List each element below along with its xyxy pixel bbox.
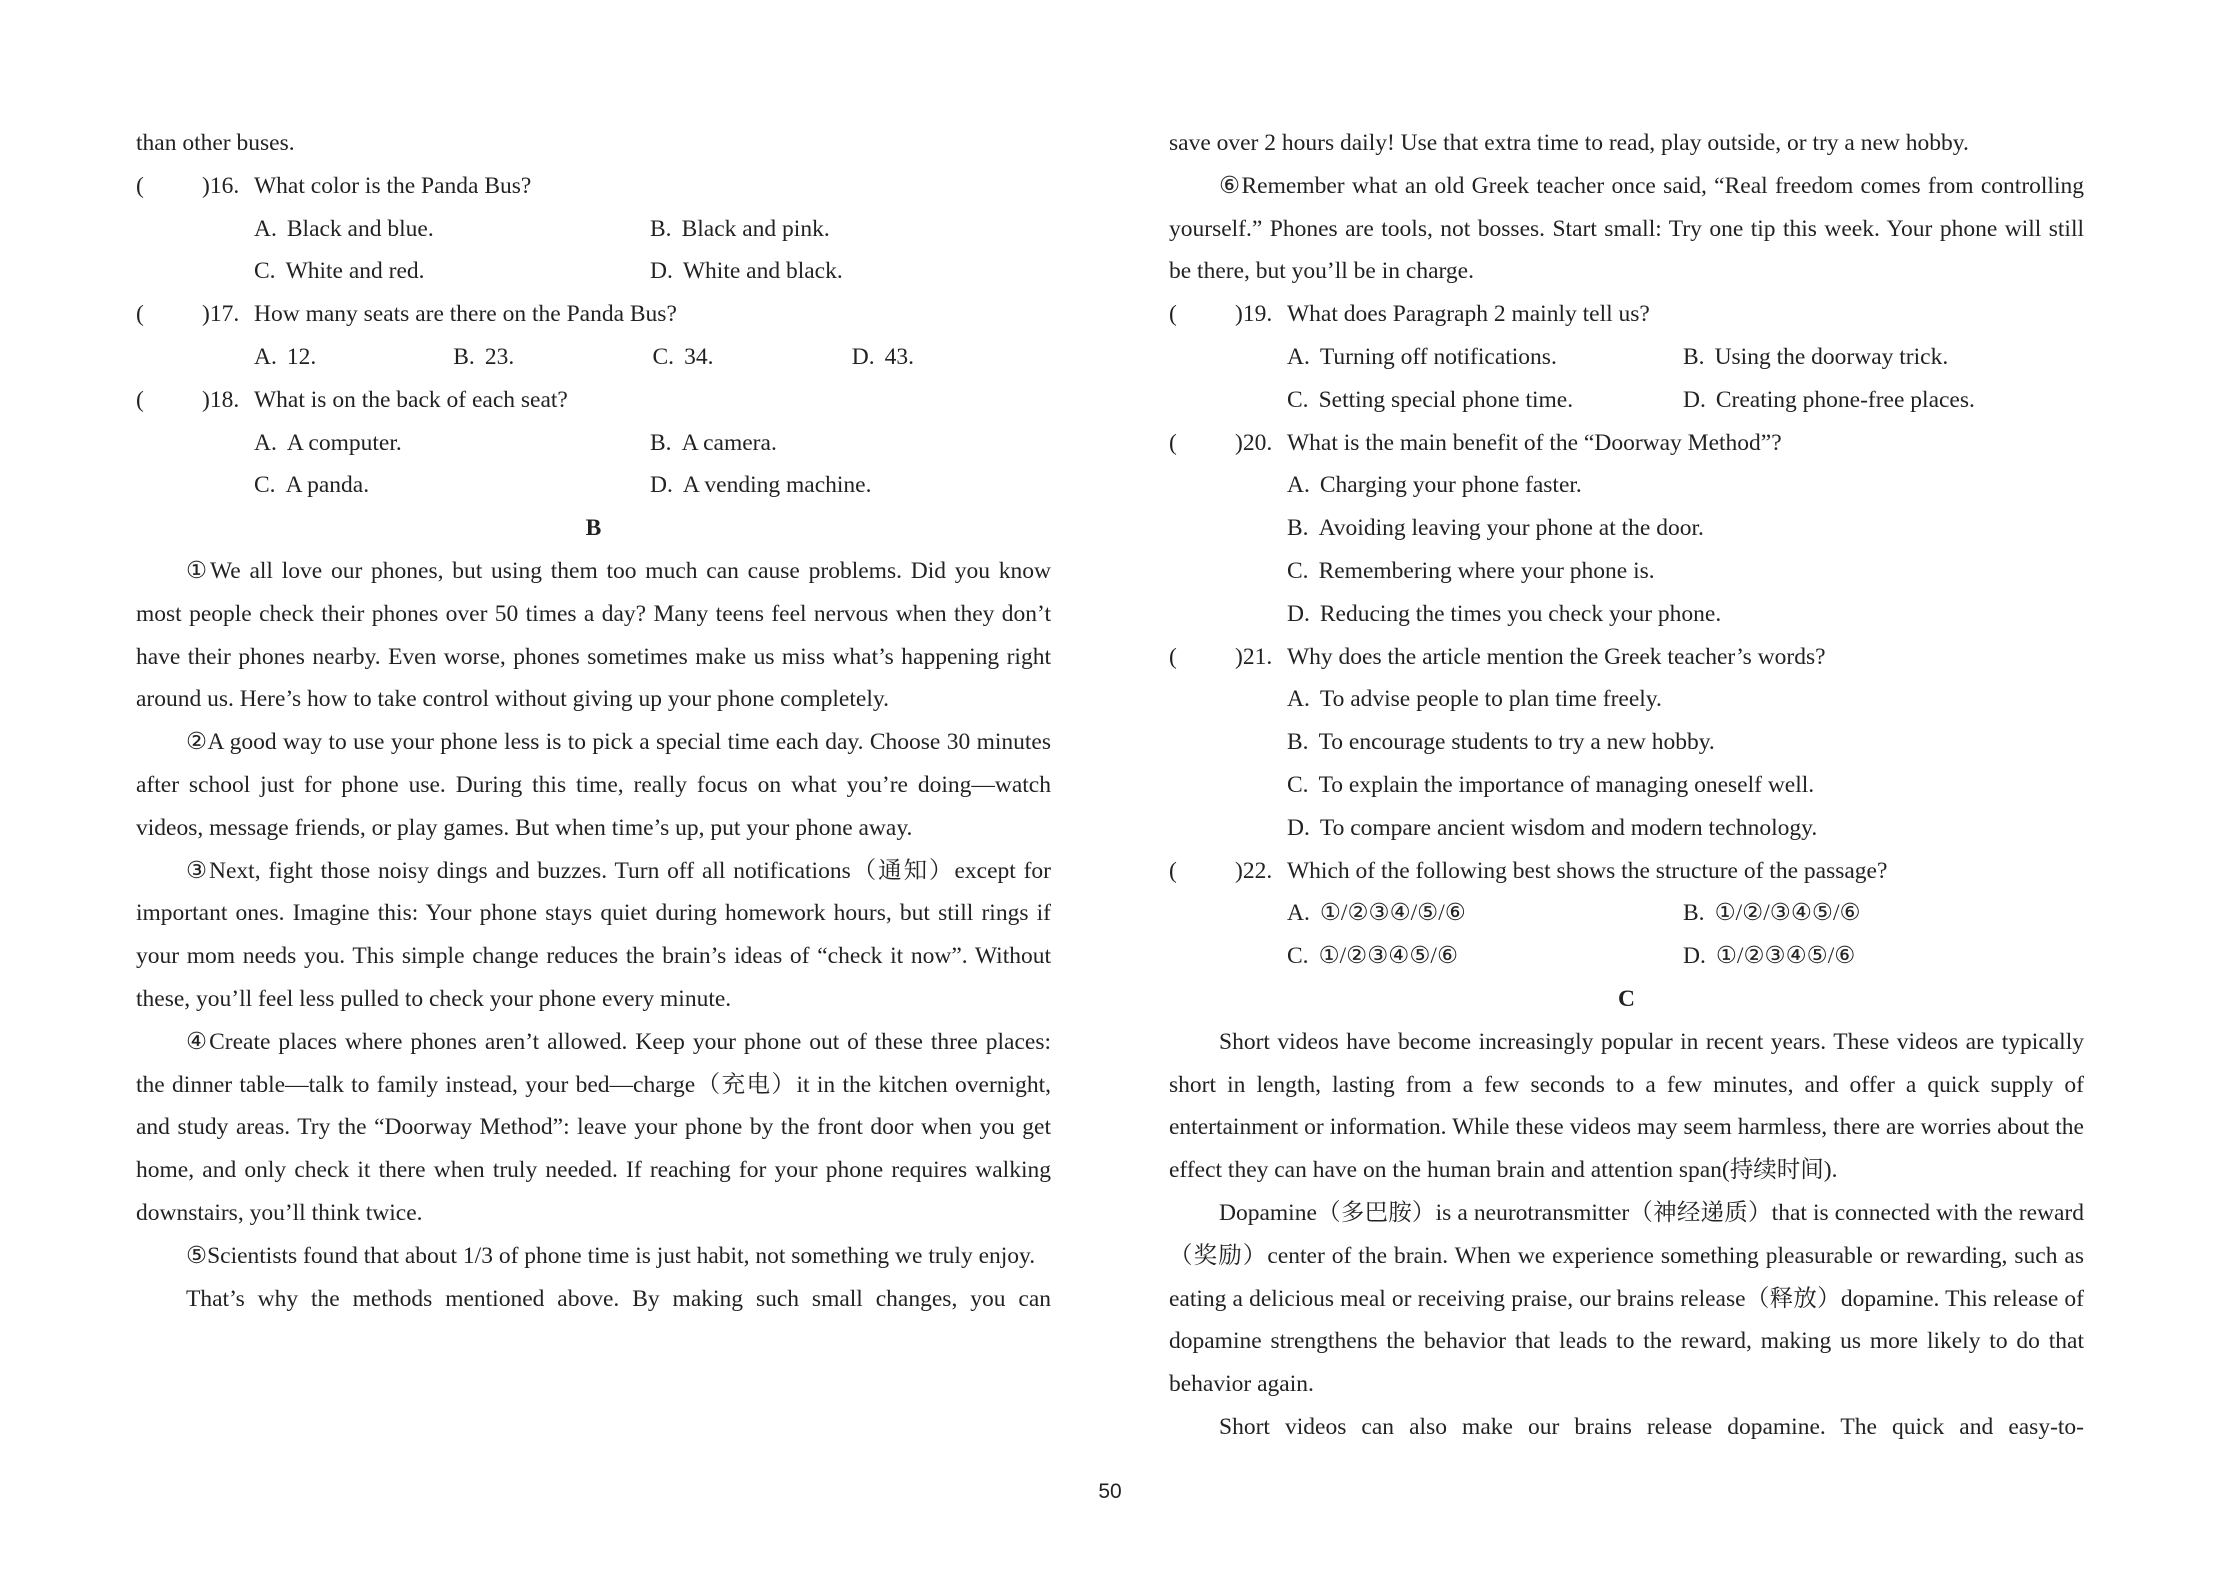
carry-over-line: save over 2 hours daily! Use that extra time to read, play outside, or try a new hobby. — [1169, 130, 1969, 156]
question-number: )22. — [1235, 857, 1273, 884]
section-heading-b: B — [585, 515, 602, 542]
option-c: C. Remembering where your phone is. — [1287, 557, 1655, 584]
paragraph-4: ④Create places where phones aren’t allowed. Keep your phone out of these three places: the dinner table—talk to family instead, your bed—charge（充电）it in the kitchen overnight, and study areas. Try the “Doorway Method”: leave your phone by the front door when you get home, and only check it there when truly needed. If reaching for your phone requires walking downstairs, you’ll think twice. — [136, 1028, 1051, 1226]
paragraph-2: ②A good way to use your phone less is to pick a special time each day. Choose 30 minutes after school just for phone use. During this time, really focus on what you’re doing—watch videos, message friends, or play games. But when time’s up, put your phone away. — [136, 729, 1051, 841]
question-number: )21. — [1235, 643, 1273, 670]
option-a: A. ①/②③④/⑤/⑥ — [1287, 900, 1466, 927]
option-a: A. Black and blue. — [254, 215, 434, 242]
options-row — [136, 464, 1051, 507]
option-a: A. To advise people to plan time freely. — [1287, 686, 1662, 713]
option-b: B. Using the doorway trick. — [1683, 343, 1949, 370]
option-b: B. A camera. — [650, 429, 777, 456]
question-text: How many seats are there on the Panda Bus? — [254, 301, 677, 328]
option-c: C. To explain the importance of managing oneself well. — [1287, 771, 1815, 798]
option-d: D. A vending machine. — [650, 472, 872, 499]
answer-blank[interactable]: ( — [136, 172, 144, 199]
question-text: What is the main benefit of the “Doorway Method”? — [1287, 429, 1782, 456]
question-19 — [1169, 293, 2084, 336]
options-row — [136, 250, 1051, 293]
answer-blank[interactable]: ( — [1169, 429, 1177, 456]
option-b: B. ①/②/③④⑤/⑥ — [1683, 900, 1861, 927]
page-number: 50 — [1098, 1480, 1122, 1503]
option-b: B. Avoiding leaving your phone at the door. — [1287, 515, 1704, 542]
option-c: C. 34. — [652, 343, 714, 370]
paragraph-c2: Dopamine（多巴胺）is a neurotransmitter（神经递质）that is connected with the reward（奖励）center of the brain. When we experience something pleasurable or rewarding, such as eating a delicious meal or receiving praise, our brains release（释放）dopamine. This release of dopamine strengthens the behavior that leads to the reward, making us more likely to do that behavior again. — [1169, 1199, 2084, 1398]
paragraph-1: ①We all love our phones, but using them too much can cause problems. Did you know most people check their phones over 50 times a day? Many teens feel nervous when they don’t have their phones nearby. Even worse, phones sometimes make us miss what’s happening right around us. Here’s how to take control without giving up your phone completely. — [136, 557, 1051, 713]
option-a: A. A computer. — [254, 429, 402, 456]
question-18 — [136, 379, 1051, 422]
question-number: )16. — [202, 172, 240, 199]
carry-over-line: than other buses. — [136, 130, 295, 156]
options-row — [136, 336, 1051, 379]
option-a: A. Turning off notifications. — [1287, 343, 1557, 370]
option-d: D. Reducing the times you check your phone. — [1287, 600, 1722, 627]
options-row — [136, 422, 1051, 465]
answer-blank[interactable]: ( — [1169, 857, 1177, 884]
question-20 — [1169, 422, 2084, 465]
question-text: What does Paragraph 2 mainly tell us? — [1287, 301, 1650, 328]
paragraph-6: ⑥Remember what an old Greek teacher once said, “Real freedom comes from controlling yourself.” Phones are tools, not bosses. Start small: Try one tip this week. Your phone will still be there, but you’ll be in charge. — [1169, 172, 2084, 285]
question-number: )19. — [1235, 301, 1273, 328]
option-c: C. Setting special phone time. — [1287, 386, 1574, 413]
answer-blank[interactable]: ( — [1169, 301, 1177, 328]
paragraph-continuation: That’s why the methods mentioned above. By making such small changes, you can — [186, 1285, 1051, 1312]
answer-blank[interactable]: ( — [136, 301, 144, 328]
right-column — [1169, 122, 2084, 1449]
paragraph-3: ③Next, fight those noisy dings and buzzes. Turn off all notifications（通知）except for important ones. Imagine this: Your phone stays quiet during homework hours, but still rings if your mom needs you. This simple change reduces the brain’s ideas of “check it now”. Without these, you’ll feel less pulled to check your phone every minute. — [136, 857, 1051, 1012]
paragraph-c3: Short videos can also make our brains release dopamine. The quick and easy-to- — [1219, 1413, 2084, 1440]
answer-blank[interactable]: ( — [136, 386, 144, 413]
option-c: C. A panda. — [254, 472, 370, 499]
option-d: D. White and black. — [650, 258, 843, 285]
options-row — [1169, 379, 2084, 422]
option-d: D. 43. — [851, 343, 914, 370]
option-d: D. To compare ancient wisdom and modern technology. — [1287, 814, 1818, 841]
question-text: Why does the article mention the Greek teacher’s words? — [1287, 643, 1826, 670]
options-row — [1169, 336, 2084, 379]
option-a: A. Charging your phone faster. — [1287, 472, 1582, 499]
question-number: )20. — [1235, 429, 1273, 456]
paragraph-c1: Short videos have become increasingly popular in recent years. These videos are typically short in length, lasting from a few seconds to a few minutes, and offer a quick supply of entertainment or information. While these videos may seem harmless, there are worries about the effect they can have on the human brain and attention span(持续时间). — [1169, 1028, 2084, 1184]
question-text: Which of the following best shows the structure of the passage? — [1287, 857, 1888, 884]
option-d: D. Creating phone-free places. — [1683, 386, 1975, 413]
question-22 — [1169, 850, 2084, 893]
question-16 — [136, 165, 1051, 208]
paragraph-5: ⑤Scientists found that about 1/3 of phone time is just habit, not something we truly enjoy. — [186, 1242, 1036, 1269]
question-text: What is on the back of each seat? — [254, 386, 568, 413]
option-b: B. To encourage students to try a new hobby. — [1287, 729, 1715, 756]
options-row — [136, 208, 1051, 251]
question-text: What color is the Panda Bus? — [254, 172, 532, 199]
question-17 — [136, 293, 1051, 336]
options-row — [1169, 935, 2084, 978]
option-b: B. 23. — [453, 343, 515, 370]
option-a: A. 12. — [254, 343, 317, 370]
option-b: B. Black and pink. — [650, 215, 830, 242]
option-d: D. ①/②③④⑤/⑥ — [1683, 943, 1856, 970]
question-number: )17. — [202, 301, 240, 328]
question-21 — [1169, 636, 2084, 679]
option-c: C. ①/②③④⑤/⑥ — [1287, 943, 1459, 970]
left-column — [136, 122, 1051, 1320]
answer-blank[interactable]: ( — [1169, 643, 1177, 670]
option-c: C. White and red. — [254, 258, 425, 285]
question-number: )18. — [202, 386, 240, 413]
options-row — [1169, 892, 2084, 935]
section-heading-c: C — [1618, 985, 1635, 1012]
